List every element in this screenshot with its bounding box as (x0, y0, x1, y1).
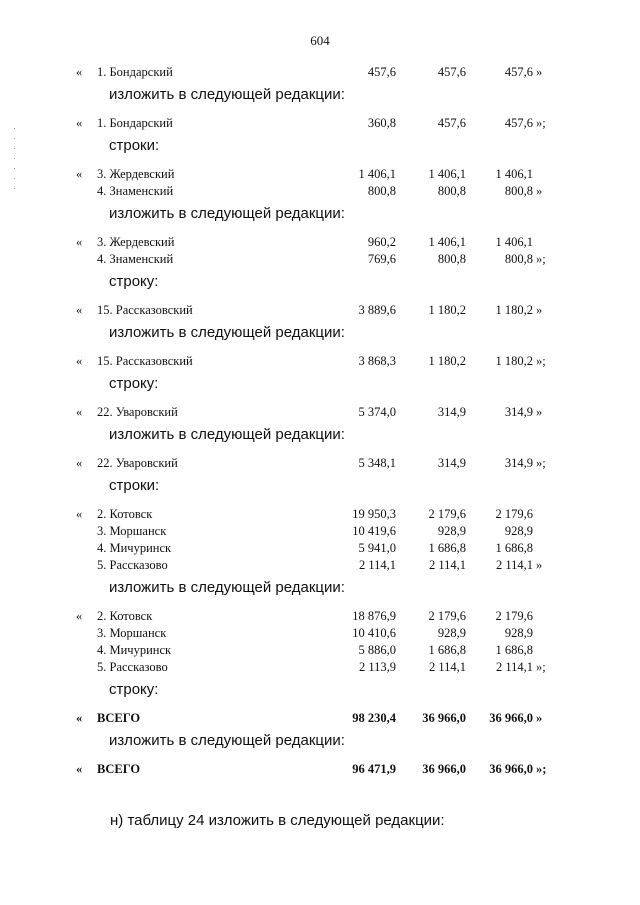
instruction-label: строку: (109, 273, 159, 290)
value-col-1: 457,6 (367, 65, 396, 79)
row-name: 5. Рассказово (97, 558, 168, 572)
value-col-2: 928,9 (437, 524, 466, 538)
open-quote: « (76, 711, 83, 725)
open-quote: « (76, 303, 83, 317)
value-col-3: 457,6 (504, 65, 533, 79)
instruction-label: строку: (109, 375, 159, 392)
value-col-3: 1 686,8 (495, 643, 533, 657)
value-col-1: 98 230,4 (352, 711, 396, 725)
close-quote: »; (536, 116, 546, 130)
close-quote: » (536, 405, 543, 419)
value-col-2: 1 686,8 (428, 541, 466, 555)
value-col-1: 18 876,9 (352, 609, 396, 623)
instruction-label: изложить в следующей редакции: (109, 205, 345, 222)
value-col-2: 1 686,8 (428, 643, 466, 657)
table-row (0, 522, 640, 540)
value-col-1: 360,8 (367, 116, 396, 130)
table-row (0, 709, 640, 727)
instruction-label: строки: (109, 137, 160, 154)
row-name: 1. Бондарский (97, 116, 173, 130)
value-col-2: 457,6 (437, 116, 466, 130)
value-col-1: 1 406,1 (358, 167, 396, 181)
table-row (0, 63, 640, 81)
open-quote: « (76, 456, 83, 470)
table-row (0, 760, 640, 778)
row-name: 22. Уваровский (97, 456, 178, 470)
close-quote: » (536, 558, 543, 572)
value-col-1: 3 868,3 (358, 354, 396, 368)
open-quote: « (76, 609, 83, 623)
row-name: 3. Моршанск (97, 524, 167, 538)
close-quote: » (536, 65, 543, 79)
close-quote: »; (536, 354, 546, 368)
close-quote: » (536, 184, 543, 198)
value-col-3: 1 686,8 (495, 541, 533, 555)
value-col-2: 457,6 (437, 65, 466, 79)
instruction-label: изложить в следующей редакции: (109, 579, 345, 596)
row-name: 4. Мичуринск (97, 541, 172, 555)
value-col-2: 36 966,0 (422, 762, 466, 776)
table-row (0, 556, 640, 574)
row-name: 4. Знаменский (97, 252, 174, 266)
table-row (0, 301, 640, 319)
close-quote: »; (536, 456, 546, 470)
value-col-1: 10 419,6 (352, 524, 396, 538)
page-number: 604 (310, 33, 330, 48)
value-col-3: 1 406,1 (495, 235, 533, 249)
value-col-2: 314,9 (437, 456, 466, 470)
value-col-1: 960,2 (367, 235, 396, 249)
table-row (0, 182, 640, 200)
value-col-2: 2 114,1 (428, 558, 466, 572)
value-col-3: 2 114,1 (495, 558, 533, 572)
value-col-1: 10 410,6 (352, 626, 396, 640)
value-col-2: 1 406,1 (428, 167, 466, 181)
instruction-label: изложить в следующей редакции: (109, 426, 345, 443)
value-col-1: 800,8 (367, 184, 396, 198)
open-quote: « (76, 65, 83, 79)
instruction-label: строки: (109, 477, 160, 494)
row-name: 3. Жердевский (97, 235, 175, 249)
value-col-1: 769,6 (367, 252, 396, 266)
value-col-3: 928,9 (504, 626, 533, 640)
value-col-3: 800,8 (504, 184, 533, 198)
value-col-3: 36 966,0 (489, 711, 533, 725)
value-col-1: 5 941,0 (358, 541, 396, 555)
value-col-2: 2 179,6 (428, 507, 466, 521)
open-quote: « (76, 405, 83, 419)
value-col-1: 96 471,9 (352, 762, 396, 776)
close-quote: »; (536, 660, 546, 674)
row-name: 2. Котовск (97, 507, 153, 521)
value-col-2: 36 966,0 (422, 711, 466, 725)
value-col-3: 314,9 (504, 405, 533, 419)
close-quote: » (536, 711, 543, 725)
row-name: ВСЕГО (97, 762, 141, 776)
row-name: 15. Рассказовский (97, 303, 193, 317)
row-name: 1. Бондарский (97, 65, 173, 79)
value-col-2: 800,8 (437, 252, 466, 266)
value-col-2: 2 179,6 (428, 609, 466, 623)
table-row (0, 539, 640, 557)
instruction-label: изложить в следующей редакции: (109, 324, 345, 341)
value-col-3: 457,6 (504, 116, 533, 130)
open-quote: « (76, 167, 83, 181)
open-quote: « (76, 116, 83, 130)
table-row (0, 505, 640, 523)
instruction-label: изложить в следующей редакции: (109, 732, 345, 749)
value-col-3: 1 180,2 (495, 354, 533, 368)
value-col-3: 800,8 (504, 252, 533, 266)
row-name: 3. Моршанск (97, 626, 167, 640)
value-col-3: 2 114,1 (495, 660, 533, 674)
value-col-3: 314,9 (504, 456, 533, 470)
row-name: 2. Котовск (97, 609, 153, 623)
instruction-label: строку: (109, 681, 159, 698)
value-col-2: 928,9 (437, 626, 466, 640)
value-col-1: 2 114,1 (358, 558, 396, 572)
table-row (0, 403, 640, 421)
value-col-2: 1 406,1 (428, 235, 466, 249)
row-name: ВСЕГО (97, 711, 141, 725)
row-name: 3. Жердевский (97, 167, 175, 181)
value-col-2: 800,8 (437, 184, 466, 198)
row-name: 22. Уваровский (97, 405, 178, 419)
value-col-3: 1 406,1 (495, 167, 533, 181)
value-col-2: 2 114,1 (428, 660, 466, 674)
open-quote: « (76, 354, 83, 368)
value-col-1: 5 886,0 (358, 643, 396, 657)
value-col-2: 1 180,2 (428, 354, 466, 368)
value-col-3: 928,9 (504, 524, 533, 538)
footer-instruction: н) таблицу 24 изложить в следующей редакции: (110, 812, 445, 829)
table-row (0, 165, 640, 183)
value-col-3: 2 179,6 (495, 609, 533, 623)
open-quote: « (76, 235, 83, 249)
value-col-1: 5 348,1 (358, 456, 396, 470)
row-name: 4. Мичуринск (97, 643, 172, 657)
row-name: 5. Рассказово (97, 660, 168, 674)
table-row (0, 250, 640, 268)
table-row (0, 114, 640, 132)
value-col-1: 2 113,9 (358, 660, 396, 674)
value-col-1: 3 889,6 (358, 303, 396, 317)
value-col-1: 19 950,3 (352, 507, 396, 521)
close-quote: »; (536, 252, 546, 266)
instruction-label: изложить в следующей редакции: (109, 86, 345, 103)
table-row (0, 607, 640, 625)
value-col-2: 314,9 (437, 405, 466, 419)
value-col-1: 5 374,0 (358, 405, 396, 419)
table-row (0, 624, 640, 642)
value-col-3: 1 180,2 (495, 303, 533, 317)
row-name: 4. Знаменский (97, 184, 174, 198)
open-quote: « (76, 762, 83, 776)
value-col-3: 2 179,6 (495, 507, 533, 521)
table-row (0, 641, 640, 659)
table-row (0, 233, 640, 251)
row-name: 15. Рассказовский (97, 354, 193, 368)
open-quote: « (76, 507, 83, 521)
value-col-3: 36 966,0 (489, 762, 533, 776)
table-row (0, 658, 640, 676)
table-row (0, 454, 640, 472)
table-row (0, 352, 640, 370)
close-quote: »; (536, 762, 547, 776)
value-col-2: 1 180,2 (428, 303, 466, 317)
close-quote: » (536, 303, 543, 317)
